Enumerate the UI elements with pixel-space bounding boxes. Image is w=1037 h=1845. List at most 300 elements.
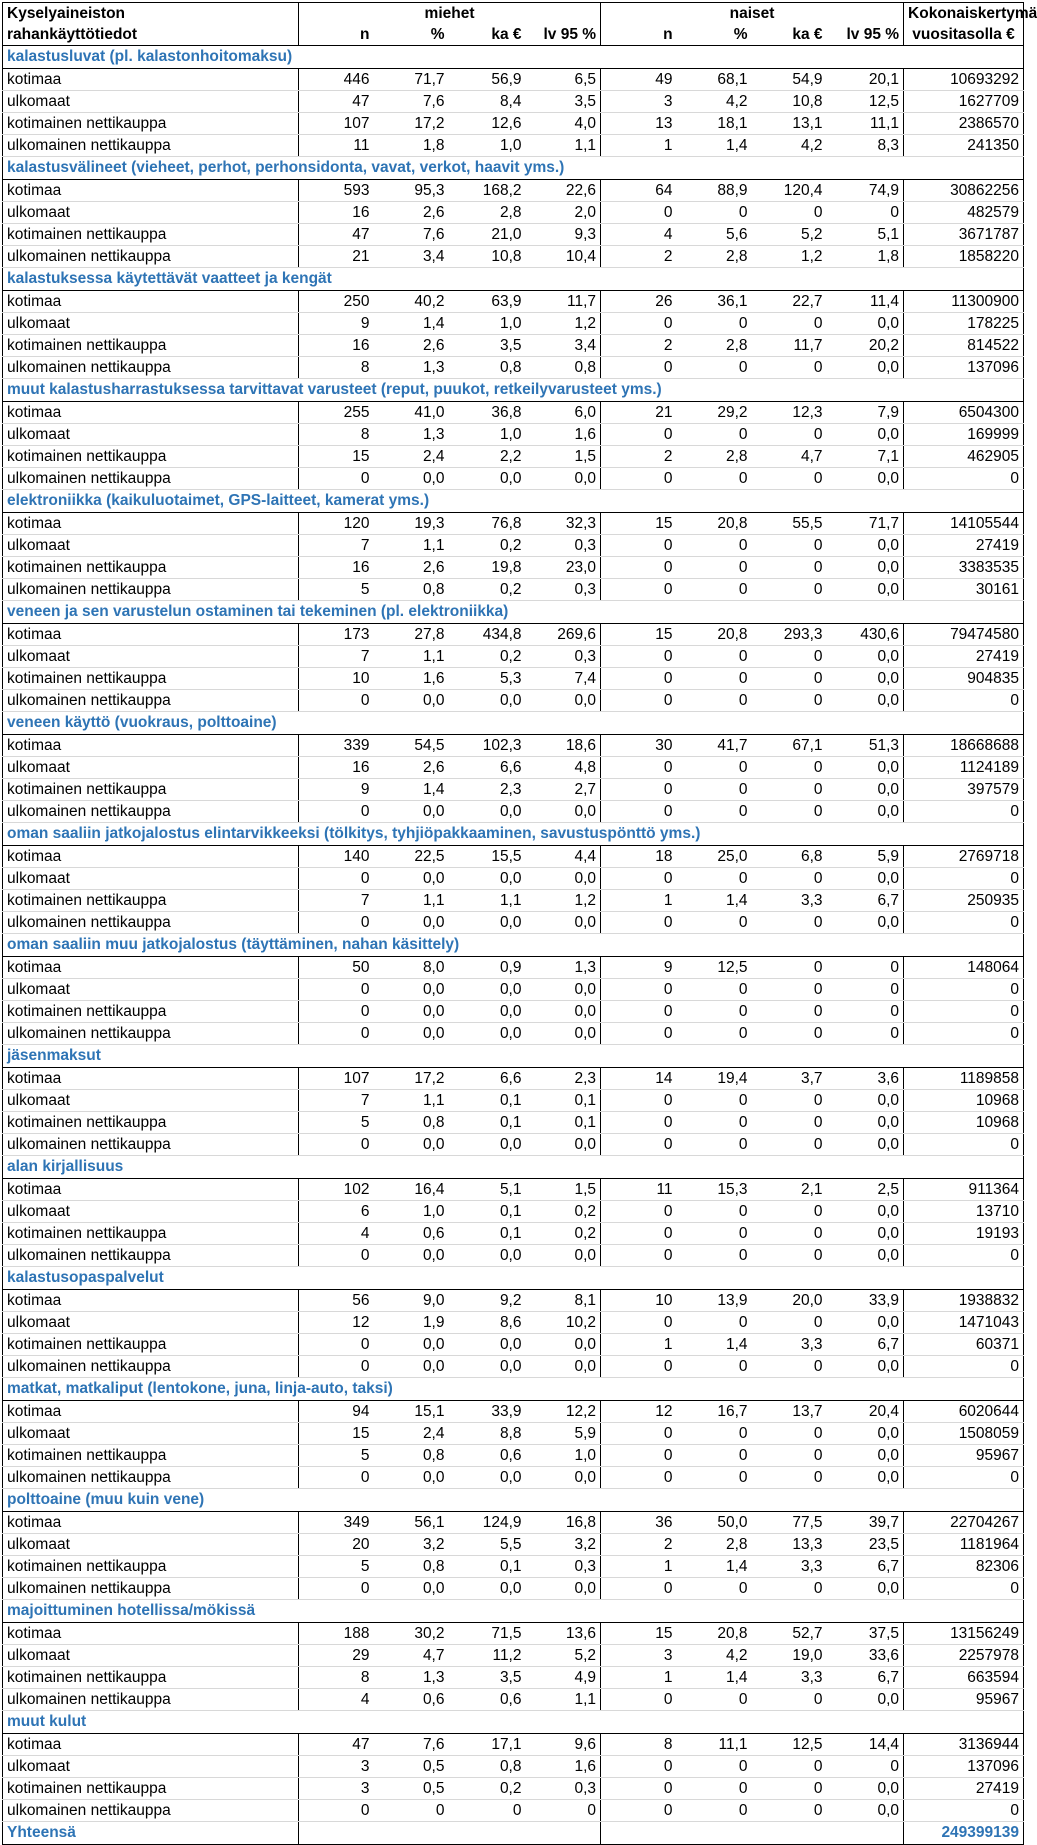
men-pct-cell: 17,2 [374, 113, 449, 135]
men-n-cell: 10 [299, 668, 374, 690]
total-eur-cell: 397579 [904, 779, 1024, 801]
women-pct-cell: 4,2 [677, 91, 752, 113]
row-label-cell: ulkomainen nettikauppa [3, 468, 299, 490]
men-ka-cell: 0,0 [449, 1023, 526, 1045]
section-title: alan kirjallisuus [3, 1156, 1024, 1179]
section-header-row [3, 1489, 1024, 1512]
men-pct-cell: 3,4 [374, 246, 449, 268]
total-eur-cell: 79474580 [904, 624, 1024, 646]
row-label-cell: kotimainen nettikauppa [3, 224, 299, 246]
row-label-cell: kotimaa [3, 1290, 299, 1312]
men-pct-cell: 1,6 [374, 668, 449, 690]
women-pct-cell: 20,8 [677, 1623, 752, 1645]
women-n-cell: 1 [601, 1334, 677, 1356]
men-pct-cell: 0 [374, 1800, 449, 1822]
women-lv-cell: 7,1 [827, 446, 904, 468]
women-n-cell: 8 [601, 1734, 677, 1756]
table-body [3, 46, 1024, 1845]
total-eur-cell: 250935 [904, 890, 1024, 912]
men-lv-cell: 1,1 [526, 1689, 601, 1711]
men-ka-cell: 76,8 [449, 513, 526, 535]
total-eur-cell: 3136944 [904, 1734, 1024, 1756]
men-pct-cell: 40,2 [374, 291, 449, 313]
men-pct-cell: 0,8 [374, 1445, 449, 1467]
women-lv-cell: 0,0 [827, 757, 904, 779]
men-n-cell: 16 [299, 202, 374, 224]
men-pct-cell: 9,0 [374, 1290, 449, 1312]
women-pct-cell: 0 [677, 535, 752, 557]
men-pct-cell: 19,3 [374, 513, 449, 535]
men-pct-cell: 2,4 [374, 446, 449, 468]
total-eur-cell: 178225 [904, 313, 1024, 335]
women-pct-cell: 0 [677, 1445, 752, 1467]
women-lv-cell: 0,0 [827, 912, 904, 934]
women-ka-cell: 0 [752, 579, 827, 601]
men-n-cell: 0 [299, 1023, 374, 1045]
women-ka-cell: 12,5 [752, 1734, 827, 1756]
women-n-cell: 36 [601, 1512, 677, 1534]
men-pct-cell: 56,1 [374, 1512, 449, 1534]
men-pct-cell: 0,0 [374, 979, 449, 1001]
women-n-cell: 2 [601, 335, 677, 357]
row-label-cell: ulkomaat [3, 535, 299, 557]
women-ka-cell: 0 [752, 1578, 827, 1600]
men-n-cell: 255 [299, 402, 374, 424]
total-eur-cell: 0 [904, 979, 1024, 1001]
men-n-cell: 0 [299, 801, 374, 823]
men-n-cell: 8 [299, 357, 374, 379]
total-eur-cell: 27419 [904, 535, 1024, 557]
table-row [3, 1556, 1024, 1578]
total-eur-cell: 1181964 [904, 1534, 1024, 1556]
women-pct-cell: 0 [677, 1090, 752, 1112]
men-lv-cell: 4,8 [526, 757, 601, 779]
men-ka-cell: 102,3 [449, 735, 526, 757]
men-lv-cell: 4,4 [526, 846, 601, 868]
women-pct-cell: 0 [677, 1689, 752, 1711]
men-pct-cell: 30,2 [374, 1623, 449, 1645]
women-lv-cell: 0,0 [827, 1356, 904, 1378]
men-ka-cell: 8,8 [449, 1423, 526, 1445]
total-eur-cell: 911364 [904, 1179, 1024, 1201]
women-n-header: n [601, 24, 677, 46]
men-ka-cell: 9,2 [449, 1290, 526, 1312]
women-pct-cell: 20,8 [677, 513, 752, 535]
row-label-cell: ulkomaat [3, 424, 299, 446]
women-pct-cell: 0 [677, 979, 752, 1001]
men-lv-cell: 0,0 [526, 1467, 601, 1489]
women-lv-cell: 2,5 [827, 1179, 904, 1201]
women-lv-cell: 8,3 [827, 135, 904, 157]
men-n-cell: 446 [299, 69, 374, 91]
women-lv-cell: 1,8 [827, 246, 904, 268]
section-title: veneen ja sen varustelun ostaminen tai tekeminen (pl. elektroniikka) [3, 601, 1024, 624]
women-ka-cell: 10,8 [752, 91, 827, 113]
men-n-cell: 8 [299, 424, 374, 446]
women-lv-cell: 0,0 [827, 424, 904, 446]
women-ka-cell: 0 [752, 202, 827, 224]
men-pct-cell: 0,0 [374, 1023, 449, 1045]
row-label-cell: kotimaa [3, 1623, 299, 1645]
women-lv-cell: 12,5 [827, 91, 904, 113]
section-header-row [3, 268, 1024, 291]
row-label-cell: kotimaa [3, 69, 299, 91]
total-eur-cell: 22704267 [904, 1512, 1024, 1534]
row-label-cell: kotimaa [3, 402, 299, 424]
men-lv-header: lv 95 % [526, 24, 601, 46]
men-pct-cell: 7,6 [374, 1734, 449, 1756]
women-n-cell: 26 [601, 291, 677, 313]
men-n-cell: 140 [299, 846, 374, 868]
men-pct-cell: 54,5 [374, 735, 449, 757]
table-row [3, 1800, 1024, 1822]
table-row [3, 1534, 1024, 1556]
row-label-cell: kotimaa [3, 1179, 299, 1201]
men-pct-cell: 0,0 [374, 1356, 449, 1378]
men-n-cell: 16 [299, 557, 374, 579]
men-n-cell: 94 [299, 1401, 374, 1423]
table-row [3, 424, 1024, 446]
women-pct-cell: 0 [677, 313, 752, 335]
women-n-cell: 11 [601, 1179, 677, 1201]
women-ka-cell: 1,2 [752, 246, 827, 268]
men-lv-cell: 0,3 [526, 579, 601, 601]
table-row [3, 1312, 1024, 1334]
men-ka-cell: 6,6 [449, 1068, 526, 1090]
section-header-row [3, 1378, 1024, 1401]
men-ka-cell: 63,9 [449, 291, 526, 313]
men-ka-cell: 8,4 [449, 91, 526, 113]
table-row [3, 1756, 1024, 1778]
total-eur-cell: 0 [904, 1578, 1024, 1600]
women-ka-header: ka € [752, 24, 827, 46]
men-lv-cell: 0,0 [526, 868, 601, 890]
women-ka-cell: 0 [752, 1778, 827, 1800]
section-title: jäsenmaksut [3, 1045, 1024, 1068]
section-header-row [3, 157, 1024, 180]
men-pct-cell: 1,9 [374, 1312, 449, 1334]
row-label-cell: ulkomainen nettikauppa [3, 1245, 299, 1267]
men-pct-cell: 0,0 [374, 1134, 449, 1156]
women-n-cell: 0 [601, 357, 677, 379]
men-ka-cell: 1,0 [449, 424, 526, 446]
men-n-cell: 9 [299, 313, 374, 335]
row-label-cell: ulkomainen nettikauppa [3, 579, 299, 601]
total-eur-cell: 2769718 [904, 846, 1024, 868]
row-label-cell: ulkomaat [3, 757, 299, 779]
table-row [3, 1023, 1024, 1045]
spending-table [2, 2, 1037, 1845]
women-pct-cell: 0 [677, 690, 752, 712]
section-header-row [3, 379, 1024, 402]
men-n-cell: 7 [299, 535, 374, 557]
men-ka-cell: 3,5 [449, 335, 526, 357]
men-pct-cell: 8,0 [374, 957, 449, 979]
men-n-cell: 188 [299, 1623, 374, 1645]
women-n-cell: 0 [601, 757, 677, 779]
men-pct-cell: 0,0 [374, 1334, 449, 1356]
men-pct-cell: 1,3 [374, 1667, 449, 1689]
men-n-cell: 3 [299, 1756, 374, 1778]
women-n-cell: 1 [601, 1667, 677, 1689]
men-pct-cell: 16,4 [374, 1179, 449, 1201]
women-lv-cell: 0,0 [827, 1245, 904, 1267]
men-ka-cell: 0,0 [449, 468, 526, 490]
row-label-cell: ulkomaat [3, 313, 299, 335]
men-lv-cell: 3,2 [526, 1534, 601, 1556]
women-pct-cell: 0 [677, 1312, 752, 1334]
total-eur-cell: 241350 [904, 135, 1024, 157]
women-pct-cell: 0 [677, 1223, 752, 1245]
men-ka-cell: 0,0 [449, 1245, 526, 1267]
men-lv-cell: 1,6 [526, 424, 601, 446]
men-lv-cell: 0,1 [526, 1090, 601, 1112]
men-ka-cell: 434,8 [449, 624, 526, 646]
women-ka-cell: 3,3 [752, 1334, 827, 1356]
men-n-cell: 47 [299, 1734, 374, 1756]
total-eur-cell: 10693292 [904, 69, 1024, 91]
table-row [3, 1778, 1024, 1800]
row-label-cell: ulkomainen nettikauppa [3, 357, 299, 379]
men-ka-cell: 0,0 [449, 868, 526, 890]
men-ka-cell: 0,1 [449, 1556, 526, 1578]
section-header-row [3, 601, 1024, 624]
women-pct-cell: 0 [677, 557, 752, 579]
men-lv-cell: 0,0 [526, 1134, 601, 1156]
total-eur-cell: 482579 [904, 202, 1024, 224]
table-row [3, 579, 1024, 601]
women-ka-cell: 0 [752, 468, 827, 490]
women-n-cell: 1 [601, 135, 677, 157]
women-ka-cell: 0 [752, 357, 827, 379]
total-eur-cell: 0 [904, 1467, 1024, 1489]
women-pct-cell: 2,8 [677, 335, 752, 357]
table-row [3, 1001, 1024, 1023]
men-n-cell: 5 [299, 1112, 374, 1134]
women-lv-cell: 0,0 [827, 357, 904, 379]
men-lv-cell: 0,3 [526, 646, 601, 668]
men-pct-cell: 7,6 [374, 224, 449, 246]
women-ka-cell: 0 [752, 1356, 827, 1378]
table-row [3, 1423, 1024, 1445]
women-pct-cell: 0 [677, 357, 752, 379]
men-ka-cell: 2,3 [449, 779, 526, 801]
row-label-cell: ulkomaat [3, 1423, 299, 1445]
men-ka-cell: 0,0 [449, 801, 526, 823]
men-pct-cell: 1,8 [374, 135, 449, 157]
section-header-row [3, 490, 1024, 513]
women-ka-cell: 0 [752, 313, 827, 335]
total-row [3, 1822, 1024, 1845]
men-n-cell: 0 [299, 1578, 374, 1600]
section-title: muut kulut [3, 1711, 1024, 1734]
men-ka-cell: 36,8 [449, 402, 526, 424]
men-lv-cell: 1,5 [526, 446, 601, 468]
women-n-cell: 15 [601, 624, 677, 646]
men-lv-cell: 5,9 [526, 1423, 601, 1445]
section-title: polttoaine (muu kuin vene) [3, 1489, 1024, 1512]
men-ka-cell: 5,5 [449, 1534, 526, 1556]
men-lv-cell: 9,6 [526, 1734, 601, 1756]
total-eur-cell: 30161 [904, 579, 1024, 601]
men-lv-cell: 0,0 [526, 979, 601, 1001]
total-men-empty [299, 1822, 601, 1845]
section-title: oman saaliin jatkojalostus elintarvikkeeksi (tölkitys, tyhjiöpakkaaminen, savustuspönttö yms.) [3, 823, 1024, 846]
total-women-empty [601, 1822, 904, 1845]
table-row [3, 957, 1024, 979]
row-label-cell: kotimaa [3, 1068, 299, 1090]
women-ka-cell: 0 [752, 424, 827, 446]
total-eur-cell: 1124189 [904, 757, 1024, 779]
men-pct-cell: 2,6 [374, 202, 449, 224]
row-label-cell: ulkomainen nettikauppa [3, 1134, 299, 1156]
total-eur-cell: 82306 [904, 1556, 1024, 1578]
women-lv-cell: 0 [827, 979, 904, 1001]
men-lv-cell: 7,4 [526, 668, 601, 690]
women-ka-cell: 0 [752, 1423, 827, 1445]
row-label-cell: kotimaa [3, 1734, 299, 1756]
women-ka-cell: 20,0 [752, 1290, 827, 1312]
men-lv-cell: 0,2 [526, 1201, 601, 1223]
row-label-cell: kotimaa [3, 513, 299, 535]
women-n-cell: 15 [601, 1623, 677, 1645]
women-lv-cell: 6,7 [827, 890, 904, 912]
total-eur-cell: 27419 [904, 1778, 1024, 1800]
women-lv-cell: 0,0 [827, 1778, 904, 1800]
total-header-line2: vuositasolla € [904, 24, 1024, 46]
women-lv-cell: 23,5 [827, 1534, 904, 1556]
section-title: muut kalastusharrastuksessa tarvittavat varusteet (reput, puukot, retkeilyvarusteet yms.) [3, 379, 1024, 402]
women-lv-cell: 430,6 [827, 624, 904, 646]
men-ka-cell: 17,1 [449, 1734, 526, 1756]
table-row [3, 335, 1024, 357]
row-label-cell: ulkomainen nettikauppa [3, 1689, 299, 1711]
women-pct-cell: 20,8 [677, 624, 752, 646]
men-ka-cell: 0,0 [449, 1001, 526, 1023]
men-pct-cell: 2,4 [374, 1423, 449, 1445]
total-eur-cell: 0 [904, 1134, 1024, 1156]
men-n-cell: 0 [299, 1001, 374, 1023]
total-header-line1: Kokonaiskertymä [904, 3, 1024, 25]
men-pct-cell: 1,0 [374, 1201, 449, 1223]
women-pct-cell: 2,8 [677, 1534, 752, 1556]
table-row [3, 801, 1024, 823]
table-row [3, 912, 1024, 934]
men-n-cell: 12 [299, 1312, 374, 1334]
men-ka-cell: 2,2 [449, 446, 526, 468]
total-eur-cell: 0 [904, 468, 1024, 490]
women-n-cell: 3 [601, 91, 677, 113]
row-label-cell: ulkomaat [3, 1201, 299, 1223]
men-lv-cell: 0,0 [526, 1023, 601, 1045]
table-row [3, 69, 1024, 91]
women-ka-cell: 5,2 [752, 224, 827, 246]
men-n-cell: 3 [299, 1778, 374, 1800]
women-lv-cell: 51,3 [827, 735, 904, 757]
men-lv-cell: 16,8 [526, 1512, 601, 1534]
row-label-cell: kotimaa [3, 735, 299, 757]
row-label-cell: kotimainen nettikauppa [3, 1112, 299, 1134]
row-label-cell: ulkomaat [3, 1090, 299, 1112]
men-n-cell: 102 [299, 1179, 374, 1201]
table-row [3, 135, 1024, 157]
women-n-cell: 21 [601, 402, 677, 424]
women-pct-cell: 16,7 [677, 1401, 752, 1423]
women-n-cell: 64 [601, 180, 677, 202]
men-n-cell: 173 [299, 624, 374, 646]
men-lv-cell: 1,6 [526, 1756, 601, 1778]
men-n-cell: 47 [299, 224, 374, 246]
women-group-header: naiset [601, 3, 904, 25]
men-lv-cell: 18,6 [526, 735, 601, 757]
women-pct-cell: 1,4 [677, 1334, 752, 1356]
women-ka-cell: 2,1 [752, 1179, 827, 1201]
men-n-cell: 16 [299, 335, 374, 357]
men-lv-cell: 10,2 [526, 1312, 601, 1334]
women-ka-cell: 0 [752, 957, 827, 979]
men-pct-cell: 0,0 [374, 801, 449, 823]
total-eur-cell: 1508059 [904, 1423, 1024, 1445]
men-pct-cell: 41,0 [374, 402, 449, 424]
women-lv-cell: 0,0 [827, 646, 904, 668]
men-lv-cell: 1,3 [526, 957, 601, 979]
women-n-cell: 0 [601, 557, 677, 579]
total-eur-cell: 18668688 [904, 735, 1024, 757]
row-label-cell: ulkomaat [3, 979, 299, 1001]
total-eur-cell: 3671787 [904, 224, 1024, 246]
men-lv-cell: 0,0 [526, 690, 601, 712]
table-row [3, 357, 1024, 379]
women-lv-cell: 0,0 [827, 779, 904, 801]
table-row [3, 1356, 1024, 1378]
men-pct-cell: 0,0 [374, 690, 449, 712]
women-n-cell: 0 [601, 801, 677, 823]
total-eur-cell: 0 [904, 1001, 1024, 1023]
women-pct-cell: 0 [677, 1201, 752, 1223]
table-row [3, 91, 1024, 113]
women-ka-cell: 13,1 [752, 113, 827, 135]
women-n-cell: 0 [601, 979, 677, 1001]
men-ka-cell: 1,0 [449, 313, 526, 335]
women-lv-cell: 74,9 [827, 180, 904, 202]
women-ka-cell: 0 [752, 557, 827, 579]
women-n-cell: 3 [601, 1645, 677, 1667]
total-eur-cell: 11300900 [904, 291, 1024, 313]
section-header-row [3, 712, 1024, 735]
women-pct-cell: 0 [677, 1001, 752, 1023]
men-ka-cell: 33,9 [449, 1401, 526, 1423]
men-ka-cell: 0,0 [449, 979, 526, 1001]
women-lv-cell: 0 [827, 957, 904, 979]
row-label-cell: kotimaa [3, 1401, 299, 1423]
women-pct-cell: 0 [677, 912, 752, 934]
men-lv-cell: 0,3 [526, 1778, 601, 1800]
women-pct-cell: 1,4 [677, 890, 752, 912]
row-label-cell: kotimaa [3, 624, 299, 646]
women-ka-cell: 13,7 [752, 1401, 827, 1423]
section-header-row [3, 823, 1024, 846]
table-row [3, 291, 1024, 313]
men-n-cell: 0 [299, 868, 374, 890]
row-label-cell: kotimainen nettikauppa [3, 1223, 299, 1245]
women-lv-cell: 6,7 [827, 1667, 904, 1689]
total-eur-cell: 1627709 [904, 91, 1024, 113]
total-value: 249399139 [904, 1822, 1024, 1845]
women-pct-cell: 13,9 [677, 1290, 752, 1312]
row-label-cell: kotimaa [3, 291, 299, 313]
men-n-cell: 5 [299, 579, 374, 601]
section-title: majoittuminen hotellissa/mökissä [3, 1600, 1024, 1623]
